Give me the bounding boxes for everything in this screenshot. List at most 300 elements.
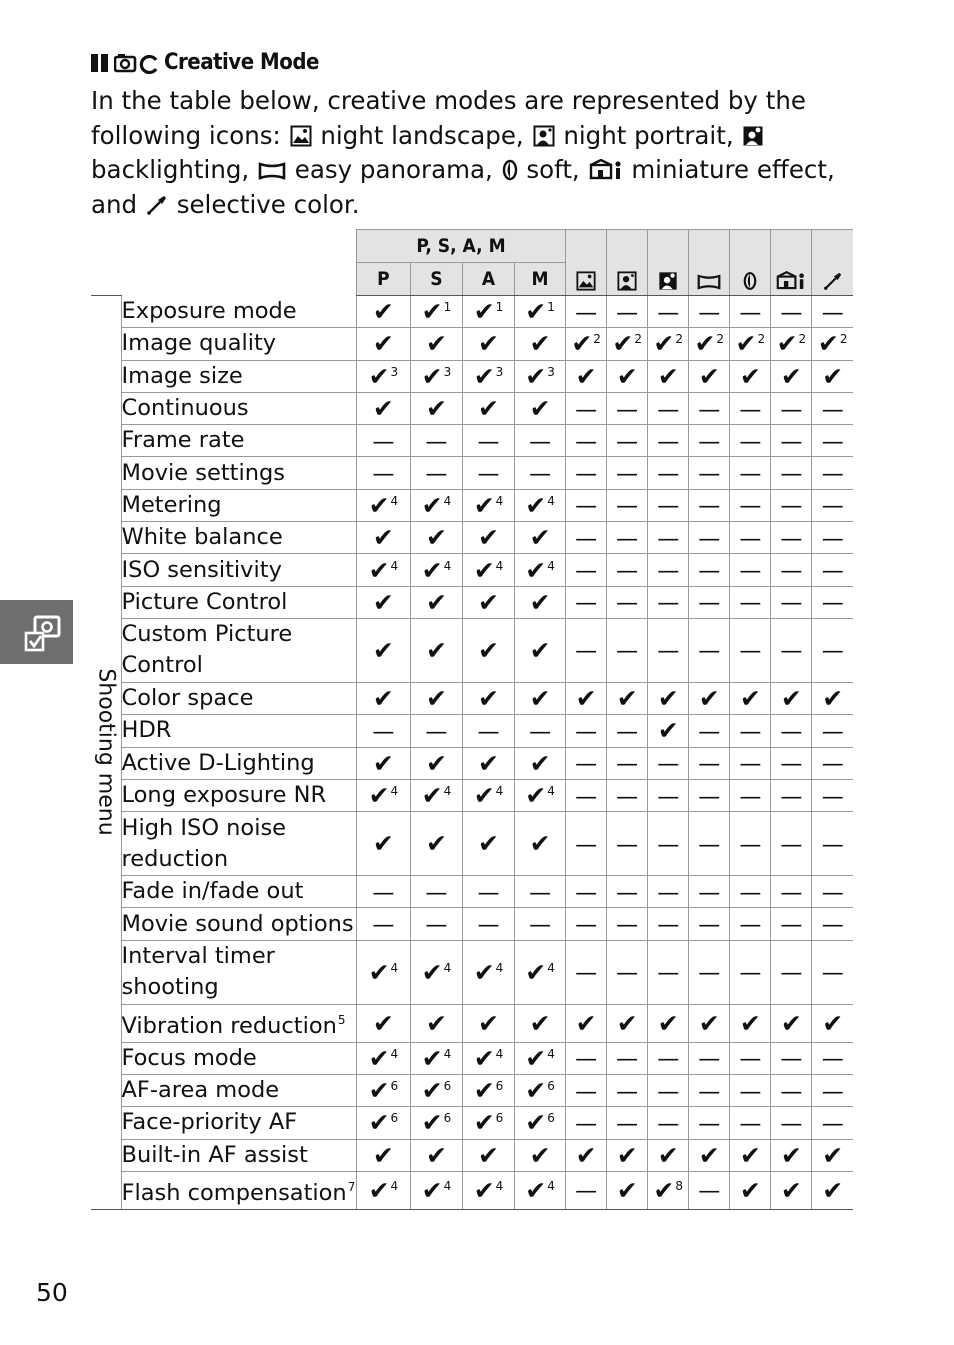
table-cell: — bbox=[648, 747, 689, 779]
table-cell: — bbox=[607, 876, 648, 908]
intro-text: In the table below, creative modes are represented by the following icons: bbox=[91, 86, 806, 150]
row-label: Exposure mode bbox=[121, 296, 356, 328]
table-cell: — bbox=[689, 812, 730, 876]
table-cell: ✔ bbox=[730, 1004, 771, 1042]
table-cell: — bbox=[812, 489, 853, 521]
table-cell: — bbox=[730, 522, 771, 554]
table-cell: ✔$^6$ bbox=[462, 1075, 514, 1107]
table-cell: ✔$^2$ bbox=[730, 328, 771, 360]
table-cell: ✔ bbox=[812, 360, 853, 392]
table-cell: — bbox=[812, 876, 853, 908]
table-cell: — bbox=[771, 489, 812, 521]
table-corner bbox=[91, 230, 356, 296]
table-cell: — bbox=[648, 457, 689, 489]
table-cell: — bbox=[566, 586, 607, 618]
table-cell: — bbox=[730, 457, 771, 489]
table-cell: — bbox=[607, 586, 648, 618]
table-cell: — bbox=[648, 392, 689, 424]
table-cell: — bbox=[607, 779, 648, 811]
table-cell: ✔ bbox=[607, 1171, 648, 1209]
table-cell: — bbox=[515, 908, 566, 940]
table-cell: ✔ bbox=[356, 812, 410, 876]
section-title: Creative Mode bbox=[164, 50, 319, 75]
table-cell: ✔$^6$ bbox=[410, 1107, 462, 1139]
row-label: Active D-Lighting bbox=[121, 747, 356, 779]
table-cell: ✔$^3$ bbox=[410, 360, 462, 392]
table-row bbox=[91, 876, 853, 908]
table-row bbox=[91, 812, 853, 876]
table-row bbox=[91, 747, 853, 779]
table-cell: — bbox=[607, 1042, 648, 1074]
table-cell: ✔ bbox=[515, 586, 566, 618]
table-cell: ✔ bbox=[515, 522, 566, 554]
row-label: Flash compensation$^7$ bbox=[121, 1171, 356, 1209]
table-cell: — bbox=[566, 296, 607, 328]
table-cell: ✔$^4$ bbox=[410, 554, 462, 586]
table-cell: — bbox=[812, 522, 853, 554]
table-row bbox=[91, 940, 853, 1004]
table-cell: — bbox=[812, 1107, 853, 1139]
table-cell: — bbox=[607, 425, 648, 457]
table-cell: ✔ bbox=[812, 1171, 853, 1209]
table-cell: — bbox=[356, 908, 410, 940]
selective-color-icon bbox=[823, 271, 843, 291]
table-cell: ✔ bbox=[410, 618, 462, 682]
table-cell: — bbox=[607, 522, 648, 554]
table-cell: — bbox=[771, 522, 812, 554]
table-cell: — bbox=[689, 425, 730, 457]
section-marker-icon bbox=[91, 54, 108, 72]
table-cell: ✔$^4$ bbox=[462, 554, 514, 586]
row-label: Movie sound options bbox=[121, 908, 356, 940]
table-cell: ✔ bbox=[648, 360, 689, 392]
table-cell: — bbox=[607, 489, 648, 521]
table-cell: ✔ bbox=[730, 1171, 771, 1209]
night-portrait-icon bbox=[617, 271, 637, 291]
soft-icon bbox=[743, 271, 757, 291]
table-cell: ✔ bbox=[356, 392, 410, 424]
table-cell: ✔$^4$ bbox=[410, 940, 462, 1004]
table-row bbox=[91, 1042, 853, 1074]
table-cell: ✔ bbox=[566, 1004, 607, 1042]
table-cell: ✔ bbox=[410, 522, 462, 554]
table-cell: — bbox=[648, 425, 689, 457]
table-cell: ✔$^4$ bbox=[356, 779, 410, 811]
table-cell: — bbox=[607, 1075, 648, 1107]
row-label: White balance bbox=[121, 522, 356, 554]
table-cell: — bbox=[812, 1075, 853, 1107]
side-label-cell bbox=[91, 296, 121, 1210]
table-cell: ✔ bbox=[356, 296, 410, 328]
table-cell: ✔$^2$ bbox=[771, 328, 812, 360]
table-cell: — bbox=[566, 812, 607, 876]
table-cell: — bbox=[648, 489, 689, 521]
table-cell: ✔ bbox=[410, 392, 462, 424]
col-selective-color bbox=[812, 230, 853, 296]
table-cell: — bbox=[771, 715, 812, 747]
easy-panorama-icon bbox=[258, 161, 286, 181]
table-cell: ✔ bbox=[607, 682, 648, 714]
row-label: Interval timer shooting bbox=[121, 940, 356, 1004]
row-label: Image size bbox=[121, 360, 356, 392]
table-cell: — bbox=[410, 715, 462, 747]
easy-panorama-icon bbox=[697, 273, 721, 291]
table-cell: — bbox=[812, 747, 853, 779]
table-cell: ✔$^4$ bbox=[515, 489, 566, 521]
row-label: Color space bbox=[121, 682, 356, 714]
table-row bbox=[91, 715, 853, 747]
row-label: Built-in AF assist bbox=[121, 1139, 356, 1171]
table-cell: ✔ bbox=[812, 1004, 853, 1042]
row-label: AF-area mode bbox=[121, 1075, 356, 1107]
table-cell: ✔$^4$ bbox=[515, 940, 566, 1004]
table-cell: — bbox=[648, 586, 689, 618]
table-cell: — bbox=[566, 779, 607, 811]
table-cell: ✔$^4$ bbox=[410, 779, 462, 811]
table-cell: ✔ bbox=[515, 1004, 566, 1042]
table-cell: ✔ bbox=[771, 1004, 812, 1042]
table-cell: — bbox=[566, 1107, 607, 1139]
table-cell: ✔ bbox=[566, 1139, 607, 1171]
col-header-a: A bbox=[462, 263, 514, 296]
table-cell: — bbox=[730, 779, 771, 811]
table-cell: ✔$^4$ bbox=[462, 489, 514, 521]
table-cell: — bbox=[771, 392, 812, 424]
table-cell: — bbox=[648, 1042, 689, 1074]
table-cell: — bbox=[607, 940, 648, 1004]
table-cell: — bbox=[566, 1171, 607, 1209]
table-row bbox=[91, 618, 853, 682]
intro-miniature: miniature effect, bbox=[631, 155, 835, 184]
table-cell: — bbox=[689, 586, 730, 618]
table-cell: ✔ bbox=[462, 618, 514, 682]
col-night-landscape bbox=[566, 230, 607, 296]
table-cell: ✔ bbox=[515, 328, 566, 360]
table-cell: ✔ bbox=[462, 1139, 514, 1171]
table-cell: — bbox=[689, 489, 730, 521]
table-cell: — bbox=[771, 296, 812, 328]
table-cell: ✔ bbox=[812, 1139, 853, 1171]
table-cell: ✔$^4$ bbox=[356, 489, 410, 521]
table-cell: ✔$^2$ bbox=[648, 328, 689, 360]
table-cell: — bbox=[730, 1075, 771, 1107]
table-cell: — bbox=[812, 1042, 853, 1074]
table-cell: ✔$^6$ bbox=[356, 1107, 410, 1139]
table-cell: ✔$^4$ bbox=[515, 554, 566, 586]
table-cell: — bbox=[648, 1107, 689, 1139]
table-cell: — bbox=[410, 876, 462, 908]
table-cell: ✔$^4$ bbox=[410, 489, 462, 521]
table-cell: ✔ bbox=[356, 682, 410, 714]
table-cell: — bbox=[730, 1107, 771, 1139]
table-cell: — bbox=[607, 392, 648, 424]
table-cell: ✔ bbox=[410, 812, 462, 876]
table-cell: — bbox=[771, 908, 812, 940]
table-cell: — bbox=[607, 554, 648, 586]
table-cell: — bbox=[648, 1075, 689, 1107]
table-cell: — bbox=[566, 554, 607, 586]
table-cell: ✔ bbox=[356, 747, 410, 779]
table-cell: — bbox=[410, 908, 462, 940]
table-cell: ✔ bbox=[515, 618, 566, 682]
table-cell: — bbox=[689, 392, 730, 424]
table-cell: — bbox=[689, 1171, 730, 1209]
table-cell: — bbox=[771, 1075, 812, 1107]
table-cell: — bbox=[410, 457, 462, 489]
table-cell: — bbox=[648, 908, 689, 940]
table-cell: — bbox=[689, 457, 730, 489]
table-cell: ✔$^4$ bbox=[356, 1042, 410, 1074]
col-backlighting bbox=[648, 230, 689, 296]
table-cell: — bbox=[771, 425, 812, 457]
table-row bbox=[91, 908, 853, 940]
table-cell: — bbox=[648, 940, 689, 1004]
table-cell: — bbox=[812, 586, 853, 618]
table-cell: — bbox=[566, 522, 607, 554]
table-cell: ✔ bbox=[410, 328, 462, 360]
col-easy-panorama bbox=[689, 230, 730, 296]
night-landscape-icon bbox=[290, 125, 312, 147]
page-number: 50 bbox=[36, 1278, 68, 1307]
table-cell: — bbox=[515, 425, 566, 457]
table-cell: — bbox=[730, 940, 771, 1004]
row-label: Picture Control bbox=[121, 586, 356, 618]
table-cell: ✔ bbox=[689, 1139, 730, 1171]
intro-easy-panorama: easy panorama, bbox=[294, 155, 493, 184]
table-cell: ✔ bbox=[771, 682, 812, 714]
backlighting-icon bbox=[658, 271, 678, 291]
section-heading bbox=[91, 50, 319, 75]
table-cell: — bbox=[689, 908, 730, 940]
row-label: Vibration reduction$^5$ bbox=[121, 1004, 356, 1042]
selective-color-icon bbox=[146, 194, 168, 216]
table-cell: — bbox=[356, 715, 410, 747]
row-label: High ISO noise reduction bbox=[121, 812, 356, 876]
table-cell: ✔$^4$ bbox=[356, 554, 410, 586]
night-portrait-icon bbox=[533, 125, 555, 147]
table-cell: ✔$^8$ bbox=[648, 1171, 689, 1209]
table-cell: — bbox=[607, 908, 648, 940]
table-row bbox=[91, 1139, 853, 1171]
table-cell: ✔$^3$ bbox=[515, 360, 566, 392]
table-cell: — bbox=[566, 876, 607, 908]
table-cell: — bbox=[566, 1075, 607, 1107]
table-cell: — bbox=[812, 425, 853, 457]
table-cell: ✔ bbox=[689, 1004, 730, 1042]
table-cell: — bbox=[566, 392, 607, 424]
table-cell: ✔ bbox=[812, 682, 853, 714]
table-cell: — bbox=[566, 457, 607, 489]
table-cell: ✔ bbox=[410, 1004, 462, 1042]
row-label: Face-priority AF bbox=[121, 1107, 356, 1139]
table-cell: — bbox=[812, 812, 853, 876]
table-cell: — bbox=[689, 1075, 730, 1107]
table-cell: — bbox=[566, 1042, 607, 1074]
table-cell: — bbox=[566, 715, 607, 747]
intro-paragraph bbox=[91, 84, 861, 222]
table-cell: — bbox=[771, 747, 812, 779]
table-cell: ✔$^1$ bbox=[515, 296, 566, 328]
backlighting-icon bbox=[742, 125, 764, 147]
table-cell: — bbox=[689, 876, 730, 908]
table-cell: ✔ bbox=[730, 682, 771, 714]
table-row bbox=[91, 392, 853, 424]
intro-night-landscape: night landscape, bbox=[320, 120, 524, 150]
group-header-psam: P, S, A, M bbox=[356, 230, 565, 263]
table-body bbox=[91, 296, 853, 1210]
intro-and: and bbox=[91, 189, 138, 219]
table-cell: — bbox=[607, 457, 648, 489]
table-cell: ✔ bbox=[462, 747, 514, 779]
table-cell: — bbox=[730, 392, 771, 424]
table-cell: — bbox=[771, 779, 812, 811]
table-cell: ✔$^2$ bbox=[566, 328, 607, 360]
table-row bbox=[91, 489, 853, 521]
table-cell: ✔$^6$ bbox=[356, 1075, 410, 1107]
side-tab bbox=[0, 600, 73, 664]
table-row bbox=[91, 554, 853, 586]
table-cell: — bbox=[566, 425, 607, 457]
table-cell: ✔$^4$ bbox=[515, 779, 566, 811]
creative-mode-table bbox=[91, 229, 853, 1210]
table-cell: — bbox=[730, 425, 771, 457]
table-cell: — bbox=[812, 618, 853, 682]
table-cell: ✔ bbox=[648, 682, 689, 714]
table-cell: — bbox=[689, 554, 730, 586]
table-cell: — bbox=[771, 586, 812, 618]
miniature-effect-icon bbox=[776, 271, 806, 291]
table-row bbox=[91, 1075, 853, 1107]
table-cell: — bbox=[607, 747, 648, 779]
table-cell: — bbox=[566, 489, 607, 521]
table-cell: — bbox=[648, 522, 689, 554]
table-cell: ✔ bbox=[356, 618, 410, 682]
table-cell: — bbox=[607, 618, 648, 682]
table-cell: ✔ bbox=[607, 1004, 648, 1042]
row-label: Long exposure NR bbox=[121, 779, 356, 811]
table-row bbox=[91, 1004, 853, 1042]
table-cell: — bbox=[566, 747, 607, 779]
row-label: HDR bbox=[121, 715, 356, 747]
table-cell: ✔$^4$ bbox=[462, 940, 514, 1004]
table-cell: ✔ bbox=[607, 360, 648, 392]
table-cell: — bbox=[515, 457, 566, 489]
table-cell: — bbox=[771, 618, 812, 682]
table-row bbox=[91, 425, 853, 457]
col-night-portrait bbox=[607, 230, 648, 296]
table-cell: ✔$^4$ bbox=[462, 1171, 514, 1209]
table-cell: ✔ bbox=[410, 682, 462, 714]
row-label: Focus mode bbox=[121, 1042, 356, 1074]
table-cell: ✔$^3$ bbox=[462, 360, 514, 392]
table-cell: — bbox=[812, 457, 853, 489]
row-label: Metering bbox=[121, 489, 356, 521]
table-cell: ✔ bbox=[689, 360, 730, 392]
table-row bbox=[91, 682, 853, 714]
table-cell: ✔$^1$ bbox=[410, 296, 462, 328]
soft-icon bbox=[502, 159, 518, 181]
table-cell: — bbox=[648, 779, 689, 811]
table-cell: — bbox=[771, 1042, 812, 1074]
table-cell: — bbox=[356, 425, 410, 457]
table-cell: — bbox=[730, 747, 771, 779]
col-header-m: M bbox=[515, 263, 566, 296]
table-cell: ✔ bbox=[648, 1004, 689, 1042]
table-cell: ✔$^6$ bbox=[410, 1075, 462, 1107]
table-cell: ✔ bbox=[515, 392, 566, 424]
row-label: Continuous bbox=[121, 392, 356, 424]
table-cell: — bbox=[648, 618, 689, 682]
table-cell: — bbox=[812, 554, 853, 586]
table-cell: ✔ bbox=[462, 812, 514, 876]
table-cell: ✔ bbox=[356, 1004, 410, 1042]
table-cell: — bbox=[730, 908, 771, 940]
table-row bbox=[91, 360, 853, 392]
table-cell: ✔$^3$ bbox=[356, 360, 410, 392]
table-row bbox=[91, 328, 853, 360]
night-landscape-icon bbox=[576, 271, 596, 291]
table-row bbox=[91, 1107, 853, 1139]
table-cell: ✔ bbox=[410, 747, 462, 779]
table-cell: ✔$^4$ bbox=[410, 1042, 462, 1074]
col-miniature-effect bbox=[771, 230, 812, 296]
table-cell: — bbox=[730, 586, 771, 618]
table-cell: ✔ bbox=[515, 812, 566, 876]
intro-night-portrait: night portrait, bbox=[563, 120, 734, 150]
table-cell: ✔ bbox=[462, 392, 514, 424]
side-label: Shooting menu bbox=[93, 668, 119, 837]
table-cell: — bbox=[812, 779, 853, 811]
table-cell: — bbox=[771, 812, 812, 876]
creative-mode-icon bbox=[114, 52, 158, 74]
table-cell: ✔ bbox=[356, 328, 410, 360]
table-cell: ✔ bbox=[410, 586, 462, 618]
table-cell: — bbox=[771, 876, 812, 908]
col-soft bbox=[730, 230, 771, 296]
row-label: Custom Picture Control bbox=[121, 618, 356, 682]
table-cell: — bbox=[566, 940, 607, 1004]
table-row bbox=[91, 522, 853, 554]
table-cell: — bbox=[689, 715, 730, 747]
table-cell: ✔ bbox=[462, 522, 514, 554]
table-cell: ✔$^6$ bbox=[515, 1075, 566, 1107]
table-cell: ✔$^4$ bbox=[462, 1042, 514, 1074]
table-cell: ✔ bbox=[771, 1139, 812, 1171]
shooting-menu-icon bbox=[22, 612, 64, 654]
table-cell: — bbox=[607, 715, 648, 747]
table-cell: ✔ bbox=[462, 328, 514, 360]
table-cell: ✔ bbox=[356, 1139, 410, 1171]
table-row bbox=[91, 779, 853, 811]
table-cell: — bbox=[812, 940, 853, 1004]
table-cell: — bbox=[689, 747, 730, 779]
table-cell: — bbox=[771, 554, 812, 586]
table-cell: — bbox=[356, 457, 410, 489]
table-cell: ✔$^6$ bbox=[462, 1107, 514, 1139]
table-cell: — bbox=[689, 522, 730, 554]
table-cell: ✔$^4$ bbox=[356, 1171, 410, 1209]
table-cell: — bbox=[689, 779, 730, 811]
table-cell: — bbox=[607, 296, 648, 328]
row-label: Movie settings bbox=[121, 457, 356, 489]
table-cell: — bbox=[689, 618, 730, 682]
table-cell: — bbox=[410, 425, 462, 457]
table-cell: — bbox=[566, 618, 607, 682]
table-cell: ✔$^2$ bbox=[812, 328, 853, 360]
table-cell: — bbox=[607, 812, 648, 876]
table-cell: — bbox=[462, 715, 514, 747]
table-cell: — bbox=[689, 940, 730, 1004]
